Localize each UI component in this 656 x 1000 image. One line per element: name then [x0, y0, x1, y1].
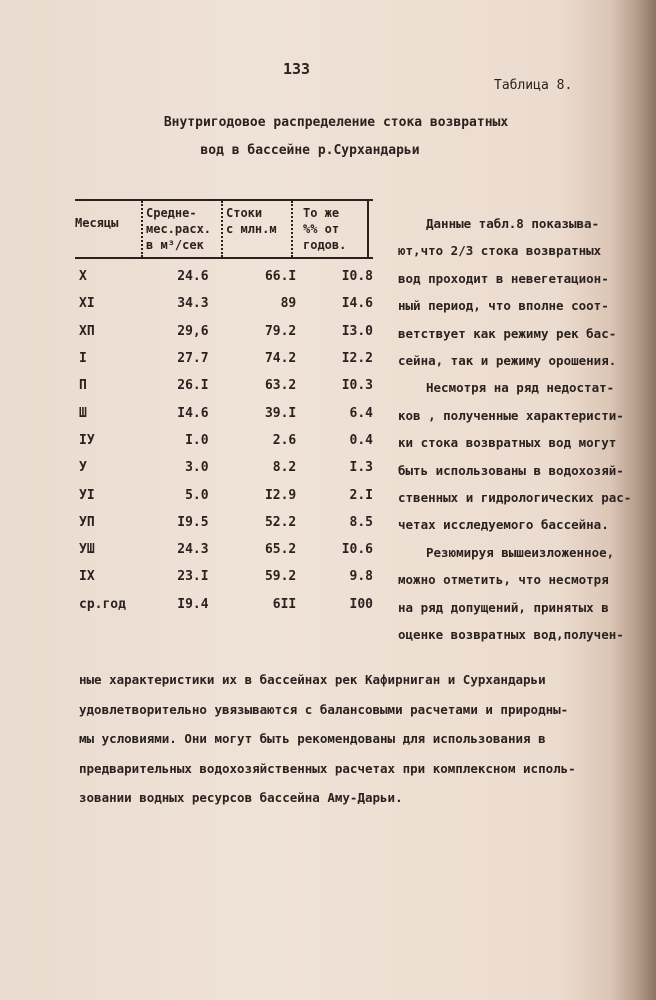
header-runoff-line-2: с млн.м — [226, 222, 277, 236]
table-row — [75, 399, 373, 426]
cell-runoff: 79.2 — [264, 323, 297, 339]
header-month — [75, 201, 141, 257]
cell-runoff: 39.I — [264, 405, 297, 421]
cell-avg-flow: 23.I — [177, 569, 209, 585]
header-runoff — [221, 201, 291, 257]
cell-percent: 0.4 — [349, 432, 373, 448]
table-row — [75, 481, 373, 508]
full-width-paragraph — [79, 665, 639, 813]
cell-runoff: I2.9 — [264, 487, 297, 503]
cell-month: I — [79, 351, 87, 367]
paragraph-2 — [398, 374, 638, 538]
cell-runoff: 59.2 — [264, 569, 297, 585]
table-header-rule — [75, 257, 373, 259]
cell-avg-flow: 5.0 — [185, 487, 209, 503]
text-line: четах исследуемого бассейна. — [398, 517, 609, 533]
table-row — [75, 427, 373, 454]
text-line: Резюмируя вышеизложенное, — [426, 544, 615, 560]
cell-percent: 9.8 — [349, 569, 373, 585]
cell-month: ср.год — [79, 596, 126, 612]
text-line: сейна, так и режиму орошения. — [398, 353, 617, 369]
paragraph-1 — [398, 210, 638, 374]
cell-percent: I00 — [349, 596, 373, 612]
cell-runoff: 2.6 — [272, 432, 297, 448]
cell-percent: 8.5 — [349, 514, 373, 530]
cell-avg-flow: 24.3 — [177, 542, 209, 558]
header-percent — [291, 201, 369, 257]
cell-month: XI — [79, 296, 95, 312]
header-avg-flow — [141, 201, 221, 257]
header-month-text: Месяцы — [75, 216, 119, 230]
text-line: ветствует как режиму рек бас- — [398, 325, 617, 341]
cell-percent: I4.6 — [341, 296, 373, 312]
cell-avg-flow: 26.I — [177, 378, 209, 394]
text-line: оценке возвратных вод,получен- — [398, 627, 624, 643]
cell-runoff: 89 — [280, 296, 297, 312]
cell-avg-flow: I9.5 — [177, 514, 209, 530]
text-line: ков , полученные характеристи- — [398, 407, 624, 423]
cell-month: Ш — [79, 405, 87, 421]
text-line: Данные табл.8 показыва- — [426, 216, 600, 231]
runoff-table — [75, 199, 373, 618]
table-body — [75, 263, 373, 618]
cell-percent: I0.8 — [341, 269, 373, 285]
text-line: ный период, что вполне соот- — [398, 298, 609, 314]
text-line: мы условиями. Они могут быть рекомендованы для использования в — [79, 731, 546, 746]
text-line: можно отметить, что несмотря — [398, 572, 609, 588]
cell-runoff: 63.2 — [264, 378, 297, 394]
table-row — [75, 290, 373, 317]
cell-month: УП — [79, 514, 95, 530]
cell-avg-flow: 34.3 — [177, 296, 209, 312]
cell-runoff: 8.2 — [272, 460, 297, 476]
cell-runoff: 74.2 — [264, 351, 297, 367]
text-line: ные характеристики их в бассейнах рек Кафирниган и Сурхандарьи — [79, 672, 546, 687]
cell-avg-flow: 27.7 — [177, 351, 209, 367]
cell-avg-flow: 29,6 — [177, 323, 209, 339]
table-label: Таблица 8. — [494, 78, 573, 93]
cell-runoff: 52.2 — [264, 514, 297, 530]
cell-avg-flow: I.0 — [185, 432, 209, 448]
table-header — [75, 201, 373, 257]
header-percent-line-2: %% от — [303, 222, 340, 236]
table-title-line-1: Внутригодовое распределение стока возвратных — [163, 115, 509, 130]
paragraph-3 — [398, 539, 638, 649]
table-row — [75, 345, 373, 372]
cell-month: П — [79, 378, 87, 394]
cell-runoff: 65.2 — [264, 542, 297, 558]
cell-runoff: 66.I — [264, 269, 297, 285]
table-row — [75, 318, 373, 345]
cell-percent: I0.6 — [341, 542, 373, 558]
cell-avg-flow: I9.4 — [177, 596, 209, 612]
text-line: Несмотря на ряд недостат- — [426, 380, 615, 396]
table-row — [75, 372, 373, 399]
cell-month: УШ — [79, 542, 95, 558]
text-line: удовлетворительно увязываются с балансовыми расчетами и природны- — [79, 701, 569, 717]
cell-month: XП — [79, 323, 95, 339]
cell-percent: I3.0 — [341, 323, 373, 339]
text-line: предварительных водохозяйственных расчетах при комплексном исполь- — [79, 760, 576, 776]
cell-month: IУ — [79, 432, 95, 448]
text-line: на ряд допущений, принятых в — [398, 599, 609, 615]
header-avg-flow-line-3: в м³/сек — [146, 238, 204, 252]
table-row — [75, 563, 373, 590]
cell-percent: I.3 — [349, 460, 373, 476]
header-avg-flow-line-1: Средне- — [146, 206, 197, 220]
cell-month: IX — [79, 569, 95, 585]
text-line: ственных и гидрологических рас- — [398, 490, 632, 506]
table-row — [75, 509, 373, 536]
text-line: быть использованы в водохозяй- — [398, 462, 624, 478]
cell-avg-flow: I4.6 — [177, 405, 209, 421]
cell-percent: 6.4 — [349, 405, 373, 421]
table-title-line-2: вод в бассейне р.Сурхандарьи — [200, 143, 420, 158]
cell-percent: 2.I — [349, 487, 373, 503]
header-percent-line-1: То же — [303, 206, 340, 220]
cell-avg-flow: 24.6 — [177, 269, 209, 285]
cell-runoff: 6II — [272, 596, 297, 612]
text-line: ки стока возвратных вод могут — [398, 435, 617, 451]
right-column-text — [398, 210, 638, 649]
text-line: зовании водных ресурсов бассейна Аму-Дарьи. — [79, 790, 403, 805]
text-line: ют,что 2/3 стока возвратных — [398, 243, 602, 259]
header-percent-line-3: годов. — [303, 238, 347, 252]
header-runoff-line-1: Стоки — [226, 206, 263, 220]
page-number: 133 — [283, 60, 311, 78]
cell-month: X — [79, 269, 87, 285]
table-row — [75, 263, 373, 290]
table-row — [75, 536, 373, 563]
table-row — [75, 454, 373, 481]
cell-month: УI — [79, 487, 95, 503]
cell-month: У — [79, 460, 87, 476]
table-row-annual-average — [75, 591, 373, 618]
cell-avg-flow: 3.0 — [185, 460, 209, 476]
header-avg-flow-line-2: мес.расх. — [146, 222, 212, 236]
cell-percent: I2.2 — [341, 351, 373, 367]
cell-percent: I0.3 — [341, 378, 373, 394]
text-line: вод проходит в невегетацион- — [398, 270, 609, 286]
